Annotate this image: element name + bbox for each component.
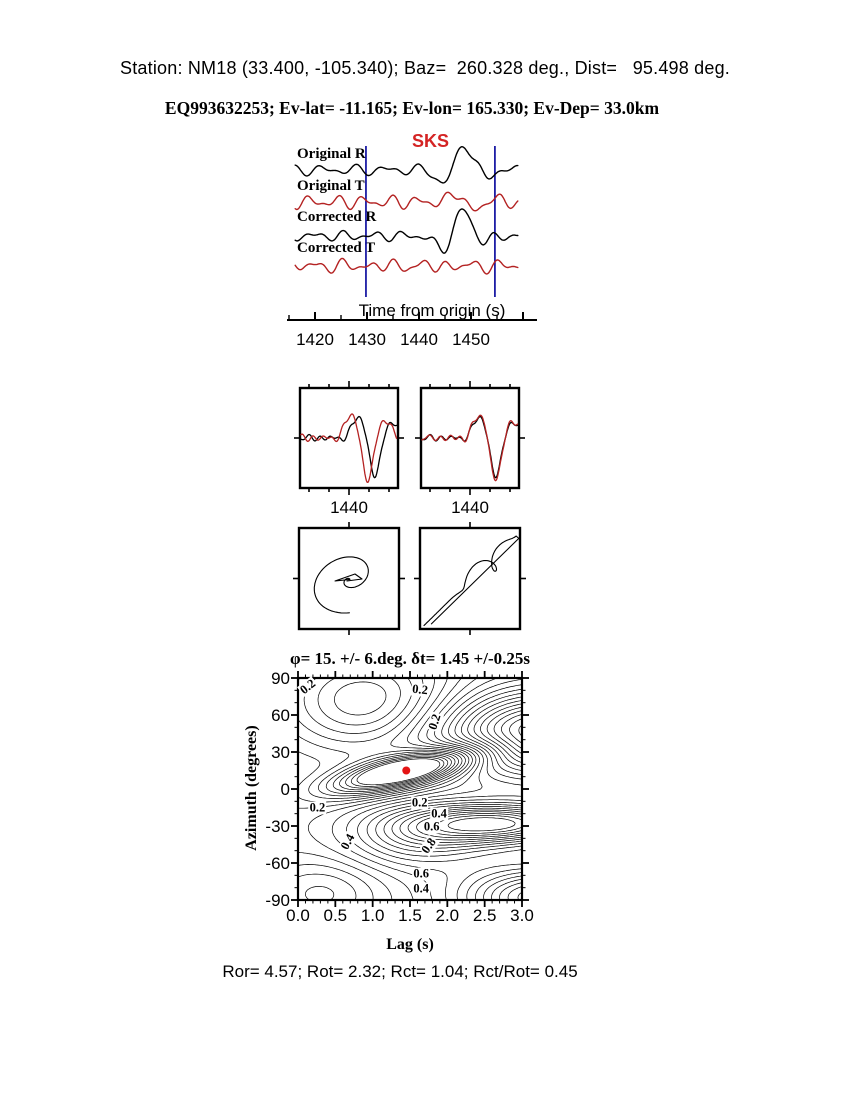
azimuth-tick-label: 0 (280, 780, 290, 799)
time-axis-tick-label: 1420 (296, 330, 334, 349)
contour-title: φ= 15. +/- 6.deg. δt= 1.45 +/-0.25s (290, 649, 530, 668)
station-title: Station: NM18 (33.400, -105.340); Baz= 260.328 deg., Dist= 95.498 deg. (120, 58, 730, 78)
corrected-t-trace (295, 258, 518, 274)
best-fit-dot (402, 767, 410, 775)
particle-motion-original (314, 557, 368, 613)
lag-tick-label: 1.0 (360, 906, 385, 925)
lag-axis-label: Lag (s) (386, 936, 434, 953)
comparison-right-tick-label: 1440 (451, 498, 489, 517)
lag-tick-label: 2.5 (472, 906, 497, 925)
contour-value-label: 0.4 (431, 806, 447, 821)
lag-tick-label: 2.0 (435, 906, 460, 925)
time-axis-label: Time from origin (s) (358, 301, 506, 320)
energy-contour-level (334, 682, 451, 790)
lag-tick-label: 0.5 (323, 906, 348, 925)
particle-motion-corrected (424, 536, 519, 626)
azimuth-tick-label: -60 (265, 854, 290, 873)
lag-tick-label: 3.0 (510, 906, 534, 925)
contour-value-label: 0.6 (423, 819, 440, 834)
contour-value-label: 0.4 (413, 881, 429, 896)
lag-tick-label: 1.5 (398, 906, 422, 925)
contour-value-label: 0.8 (418, 835, 440, 856)
original-r-trace (295, 147, 518, 183)
time-axis-tick-label: 1430 (348, 330, 386, 349)
azimuth-tick-label: -30 (265, 817, 290, 836)
azimuth-axis-label: Azimuth (degrees) (243, 725, 260, 851)
lag-tick-label: 0.0 (286, 906, 310, 925)
azimuth-tick-label: -90 (265, 891, 290, 910)
contour-value-label: 0.2 (412, 682, 430, 698)
corrected-r-trace (295, 209, 518, 253)
comparison-red-trace-corrected (422, 415, 518, 480)
azimuth-tick-label: 90 (271, 669, 290, 688)
trace-label-original-t: Original T (297, 178, 365, 194)
energy-contour-level (376, 693, 522, 900)
time-axis-tick-label: 1440 (400, 330, 438, 349)
contour-value-label: 0.2 (425, 712, 444, 732)
comparison-left-tick-label: 1440 (330, 498, 368, 517)
contour-value-label: 0.4 (337, 831, 358, 852)
comparison-black-trace-uncorrected (301, 417, 397, 478)
trace-label-corrected-r: Corrected R (297, 209, 377, 225)
event-title: EQ993632253; Ev-lat= -11.165; Ev-lon= 165.330; Ev-Dep= 33.0km (164, 98, 660, 118)
azimuth-tick-label: 60 (271, 706, 290, 725)
trace-label-corrected-t: Corrected T (297, 240, 376, 256)
particle-panel-corrected (420, 528, 520, 629)
splitting-stats-line: Ror= 4.57; Rot= 2.32; Rct= 1.04; Rct/Rot= 0.45 (222, 962, 578, 981)
trace-label-original-r: Original R (297, 146, 366, 162)
contour-value-label: 0.2 (411, 795, 428, 810)
original-t-trace (295, 192, 518, 211)
contour-value-label: 0.6 (413, 866, 429, 881)
contour-value-label: 0.2 (296, 675, 318, 697)
energy-contour-level (296, 675, 466, 900)
azimuth-tick-label: 30 (271, 743, 290, 762)
phase-label-sks: SKS (412, 131, 450, 151)
contour-value-label: 0.2 (309, 800, 326, 814)
comparison-panel-corrected (421, 388, 519, 488)
time-axis-tick-label: 1450 (452, 330, 490, 349)
